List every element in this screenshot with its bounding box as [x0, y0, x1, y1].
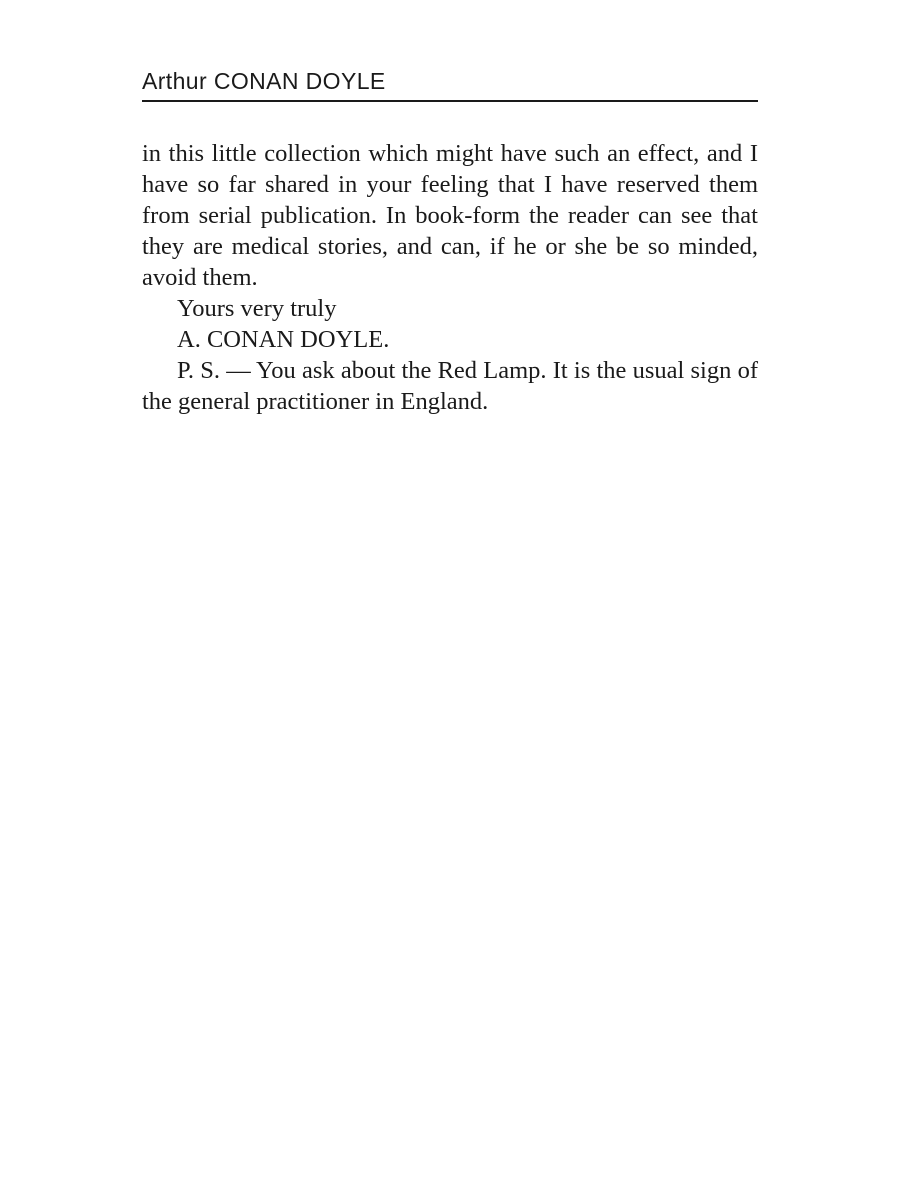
closing-salutation: Yours very truly [177, 295, 337, 322]
running-head-author: Arthur CONAN DOYLE [142, 68, 386, 94]
signature-name: A. CONAN DOYLE. [177, 326, 390, 353]
header-rule [142, 100, 758, 102]
postscript-paragraph: P. S. — You ask about the Red Lamp. It is the usual sign of the general practitioner in England. [142, 357, 758, 415]
paragraph-letter-body: in this little collection which might have such an effect, and I have so far shared in your feeling that I have reserved them from serial publication. In book-form the reader can see that they are medical stories, and can, if he or she be so minded, avoid them. [142, 140, 758, 291]
page-body [142, 138, 758, 417]
